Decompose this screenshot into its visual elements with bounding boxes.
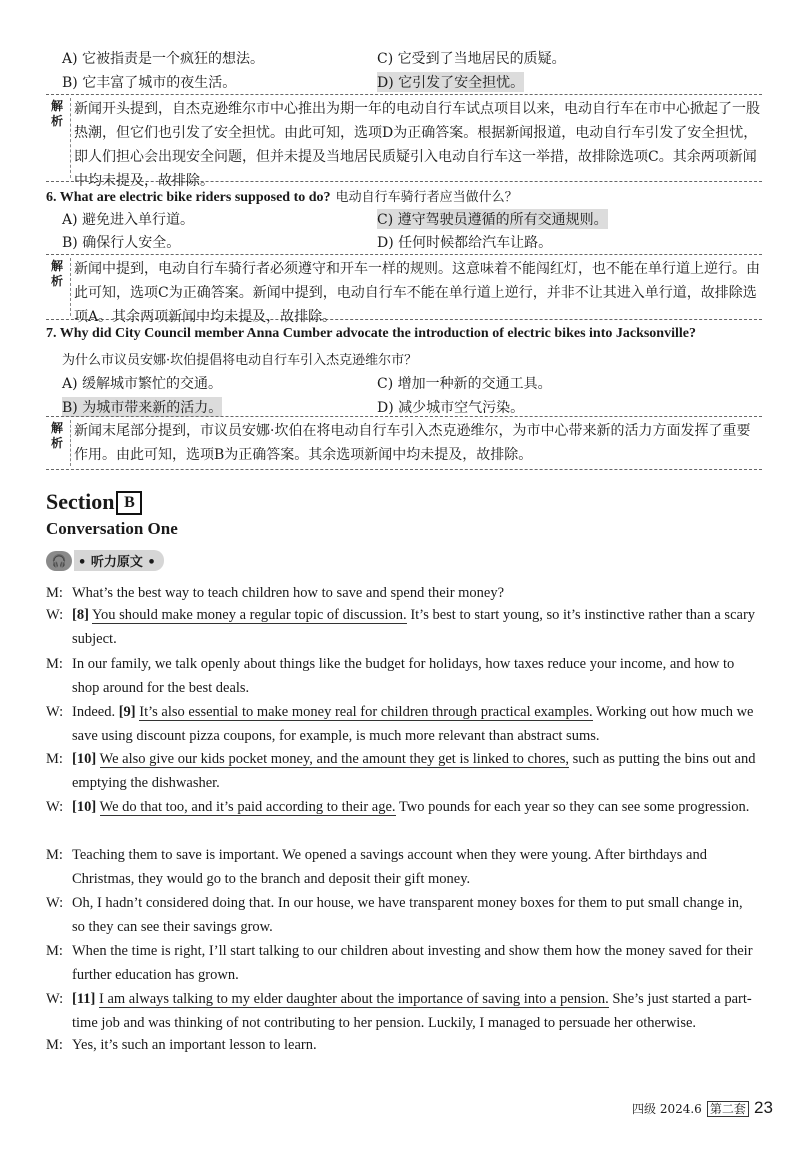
page-footer (632, 1098, 773, 1118)
dialogue-line (46, 581, 756, 605)
analysis-text: 新闻末尾部分提到，市议员安娜·坎伯在将电动自行车引入杰克逊维尔，为市中心带来新的活力方面发挥了重要作用。由此可知，选项B为正确答案。其余选项新闻中均未提及，故排除。 (74, 423, 751, 463)
dialogue-line (46, 891, 756, 939)
dialogue-text (72, 652, 756, 700)
section-title: Section (46, 489, 115, 514)
speaker-label: M: (46, 847, 63, 863)
dialogue-line (46, 700, 756, 748)
dialogue-text-plain: She’s just started a part-time job and was thinking of not contributing to her pension. Luckily, I managed to persuade her otherwise. (72, 991, 752, 1031)
q5-option-d-answer: D) 它引发了安全担忧。 (377, 72, 524, 92)
speaker-label: M: (46, 751, 63, 767)
dialogue-line (46, 939, 756, 987)
q7-option-d: D) 减少城市空气污染。 (377, 400, 525, 416)
analysis-divider (70, 258, 71, 316)
q6-option-d: D) 任何时候都给汽车让路。 (377, 235, 553, 251)
listening-script-title: • 听力原文 • (74, 550, 164, 571)
q6-option-c-answer: C) 遵守驾驶员遵循的所有交通规则。 (377, 209, 608, 229)
q6-chinese: 电动自行车骑行者应当做什么？ (335, 190, 518, 205)
dialogue-line (46, 747, 756, 795)
dialogue-line (46, 987, 756, 1035)
answer-underline: We do that too, and it’s paid according to their age. (99, 799, 396, 815)
analysis-divider (70, 98, 71, 178)
question-tag: [9] (118, 704, 136, 720)
q7-analysis (46, 416, 762, 470)
speaker-label: W: (46, 991, 64, 1007)
page-number: 23 (754, 1098, 773, 1117)
speaker-label: M: (46, 1037, 63, 1053)
q5-option-c: C) 它受到了当地居民的质疑。 (377, 51, 566, 67)
speaker-label: M: (46, 585, 63, 601)
q7-option-c: C) 增加一种新的交通工具。 (377, 376, 552, 392)
section-heading (46, 489, 142, 515)
q6-analysis (46, 254, 762, 325)
question-tag: [11] (72, 991, 96, 1007)
dialogue-text (72, 1033, 756, 1057)
dialogue-text (72, 603, 756, 651)
answer-underline: We also give our kids pocket money, and the amount they get is linked to chores, (99, 751, 569, 767)
answer-underline: You should make money a regular topic of discussion. (92, 607, 407, 623)
dialogue-text-plain: such as putting the bins out and emptying the dishwasher. (72, 751, 756, 791)
dialogue-text (72, 891, 756, 939)
analysis-tag: 解析 (50, 259, 63, 288)
q5-analysis (46, 94, 762, 189)
q6-option-a: A) 避免进入单行道。 (62, 212, 195, 228)
dialogue-text-plain: What’s the best way to teach children how to save and spend their money? (72, 585, 505, 601)
dialogue-line (46, 843, 756, 891)
dialogue-text-plain: Working out how much we save using discount pizza coupons, for example, is much more relevant than abstract sums. (72, 704, 754, 744)
speaker-label: W: (46, 895, 64, 911)
footer-exam: 四级 2024.6 (632, 1102, 702, 1116)
q7-chinese: 为什么市议员安娜·坎伯提倡将电动自行车引入杰克逊维尔市？ (62, 353, 418, 368)
dialogue-text-plain: Indeed. (72, 704, 119, 720)
dialogue-text (72, 843, 756, 891)
q5-option-a: A) 它被指责是一个疯狂的想法。 (62, 51, 265, 67)
question-tag: [8] (72, 607, 89, 623)
analysis-tag: 解析 (50, 421, 63, 450)
footer-set: 第二套 (707, 1101, 749, 1117)
dialogue-text (72, 939, 756, 987)
listening-script-label (46, 550, 164, 571)
analysis-divider (70, 420, 71, 466)
dialogue-text-plain: It’s best to start young, so it’s instinctive rather than a scary subject. (72, 607, 756, 647)
dialogue-text-plain: Oh, I hadn’t considered doing that. In our house, we have transparent money boxes for them to put small change in, so they can see their savings grow. (72, 895, 743, 935)
dialogue-text-plain: Yes, it’s such an important lesson to learn. (72, 1037, 317, 1053)
speaker-label: W: (46, 704, 64, 720)
speaker-label: W: (46, 799, 64, 815)
section-letter-box: B (116, 491, 142, 515)
dialogue-line (46, 795, 756, 843)
dialogue-line (46, 652, 756, 700)
q7-english: 7. Why did City Council member Anna Cumber advocate the introduction of electric bikes into Jacksonville? (46, 326, 696, 341)
q7-option-b-answer: B) 为城市带来新的活力。 (62, 397, 222, 417)
speaker-label: M: (46, 656, 63, 672)
question-tag: [10] (72, 799, 97, 815)
dialogue-line (46, 603, 756, 651)
conversation-title: Conversation One (46, 519, 178, 538)
answer-underline: It’s also essential to make money real for children through practical examples. (139, 704, 593, 720)
analysis-text: 新闻开头提到，自杰克逊维尔市中心推出为期一年的电动自行车试点项目以来，电动自行车在市中心掀起了一股热潮，但它们也引发了安全担忧。由此可知，选项D为正确答案。根据新闻报道，电动自行车引发了安全担忧，即人们担心会出现安全问题，但并未提及当地居民质疑引入电动自行车这一举措，故排除选项C。其余两项新闻中均未提及，故排除。 (74, 101, 760, 189)
q6-option-b: B) 确保行人安全。 (62, 235, 181, 251)
dialogue-text (72, 795, 756, 819)
dialogue-text-plain: Two pounds for each year so they can see some progression. (395, 799, 750, 815)
analysis-text: 新闻中提到，电动自行车骑行者必须遵守和开车一样的规则。这意味着不能闯红灯，也不能在单行道上逆行。由此可知，选项C为正确答案。新闻中提到，电动自行车不能在单行道上逆行，并非不让其进入单行道，故排除选项A。其余两项新闻中均未提及，故排除。 (74, 261, 760, 325)
dialogue-text (72, 700, 756, 748)
dialogue-text-plain: When the time is right, I’ll start talking to our children about investing and show them how the money saved for their further education has grown. (72, 943, 753, 983)
question-tag: [10] (72, 751, 97, 767)
q5-option-b: B) 它丰富了城市的夜生活。 (62, 75, 237, 91)
answer-underline: I am always talking to my elder daughter about the importance of saving into a pension. (98, 991, 609, 1007)
speaker-label: M: (46, 943, 63, 959)
q6-question (46, 186, 518, 206)
analysis-tag: 解析 (50, 99, 63, 128)
dialogue-text (72, 581, 756, 605)
dialogue-line (46, 1033, 756, 1057)
dialogue-text-plain: In our family, we talk openly about things like the budget for holidays, how taxes reduce your income, and how to shop around for the best deals. (72, 656, 735, 696)
dialogue-text (72, 987, 756, 1035)
speaker-label: W: (46, 607, 64, 623)
dialogue-text (72, 747, 756, 795)
q6-english: 6. What are electric bike riders supposed to do? (46, 190, 331, 205)
dialogue-text-plain: Teaching them to save is important. We opened a savings account when they were young. After birthdays and Christmas, they would go to the branch and deposit their gift money. (72, 847, 707, 887)
headphones-icon: 🎧 (46, 551, 72, 571)
q7-option-a: A) 缓解城市繁忙的交通。 (62, 376, 223, 392)
